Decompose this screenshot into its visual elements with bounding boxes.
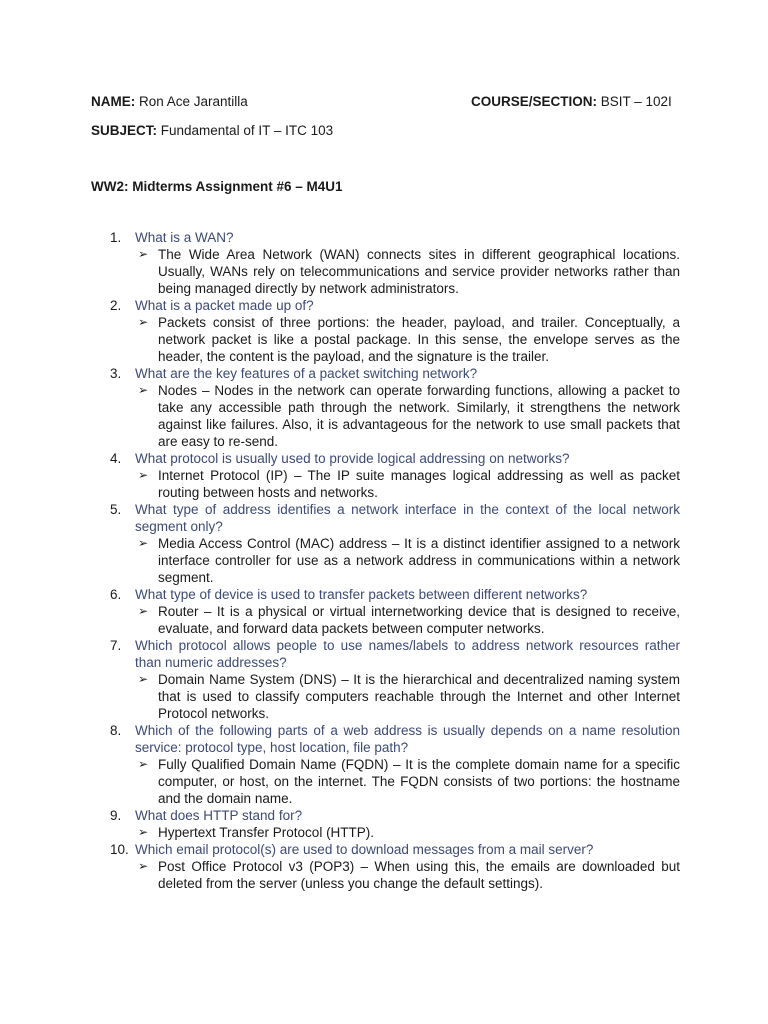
arrow-bullet-icon: ➢ [138, 315, 149, 329]
question-number: 9. [110, 808, 122, 823]
course-value: BSIT – 102I [597, 94, 672, 109]
question-number: 10. [110, 842, 129, 857]
arrow-bullet-icon: ➢ [138, 468, 149, 482]
question-number: 4. [110, 451, 122, 466]
question-number: 1. [110, 230, 122, 245]
arrow-bullet-icon: ➢ [138, 859, 149, 873]
answer-text: Hypertext Transfer Protocol (HTTP). [158, 825, 375, 840]
arrow-bullet-icon: ➢ [138, 247, 149, 261]
question-text: What are the key features of a packet switching network? [135, 366, 478, 381]
arrow-bullet-icon: ➢ [138, 825, 149, 839]
question-item [110, 637, 680, 722]
answer-text: Internet Protocol (IP) – The IP suite manages logical addressing as well as packet routing between hosts and networks. [158, 468, 680, 500]
arrow-bullet-icon: ➢ [138, 383, 149, 397]
name-value: Ron Ace Jarantilla [135, 94, 248, 109]
answer-text: Domain Name System (DNS) – It is the hierarchical and decentralized naming system that is used to classify computers reachable through the Internet and other Internet Protocol networks. [158, 672, 680, 721]
answer-text: Router – It is a physical or virtual internetworking device that is designed to receive, evaluate, and forward data packets between computer networks. [158, 604, 680, 636]
question-text: Which email protocol(s) are used to download messages from a mail server? [135, 842, 594, 857]
question-number: 7. [110, 638, 122, 653]
answer [135, 246, 680, 297]
arrow-bullet-icon: ➢ [138, 672, 149, 686]
course-label: COURSE/SECTION: [471, 94, 598, 109]
arrow-bullet-icon: ➢ [138, 536, 149, 550]
name-line [91, 93, 248, 110]
question-number: 6. [110, 587, 122, 602]
subject-value: Fundamental of IT – ITC 103 [157, 123, 334, 138]
question-text: What type of address identifies a network interface in the context of the local network segment only? [135, 502, 680, 534]
answer [135, 603, 680, 637]
answer [135, 824, 680, 841]
answer-text: Fully Qualified Domain Name (FQDN) – It is the complete domain name for a specific computer, or host, on the internet. The FQDN consists of two portions: the hostname and the domain name. [158, 757, 680, 806]
answer-text: Nodes – Nodes in the network can operate forwarding functions, allowing a packet to take any accessible path through the network. Similarly, it strengthens the network against like failures. Also, it is advantageous for the network to use small packets that are easy to re-send. [158, 383, 680, 449]
answer [135, 671, 680, 722]
question-number: 2. [110, 298, 122, 313]
question-text: What type of device is used to transfer packets between different networks? [135, 587, 588, 602]
question-text: What is a WAN? [135, 230, 234, 245]
question-text: What does HTTP stand for? [135, 808, 303, 823]
answer [135, 314, 680, 365]
answer [135, 858, 680, 892]
answer-text: The Wide Area Network (WAN) connects sites in different geographical locations. Usually, WANs rely on telecommunications and service provider networks rather than being managed directly by network administrators. [158, 247, 680, 296]
name-label: NAME: [91, 94, 136, 109]
question-number: 8. [110, 723, 122, 738]
arrow-bullet-icon: ➢ [138, 604, 149, 618]
question-list [110, 229, 680, 892]
question-text: Which protocol allows people to use names/labels to address network resources rather than numeric addresses? [135, 638, 680, 670]
question-text: What is a packet made up of? [135, 298, 314, 313]
question-text: Which of the following parts of a web address is usually depends on a name resolution service: protocol type, host location, file path? [135, 723, 680, 755]
answer [135, 535, 680, 586]
answer [135, 756, 680, 807]
question-item [110, 229, 680, 297]
question-item [110, 807, 680, 841]
answer-text: Post Office Protocol v3 (POP3) – When using this, the emails are downloaded but deleted from the server (unless you change the default settings). [158, 859, 680, 891]
course-section-line [471, 93, 672, 110]
question-item [110, 365, 680, 450]
question-item [110, 297, 680, 365]
assignment-title: WW2: Midterms Assignment #6 – M4U1 [91, 179, 343, 194]
answer [135, 382, 680, 450]
question-item [110, 722, 680, 807]
question-item [110, 841, 680, 892]
question-text: What protocol is usually used to provide logical addressing on networks? [135, 451, 570, 466]
subject-line [91, 122, 333, 139]
question-item [110, 450, 680, 501]
question-number: 3. [110, 366, 122, 381]
answer-text: Media Access Control (MAC) address – It is a distinct identifier assigned to a network interface controller for use as a network address in communications within a network segment. [158, 536, 680, 585]
arrow-bullet-icon: ➢ [138, 757, 149, 771]
question-item [110, 586, 680, 637]
subject-label: SUBJECT: [91, 123, 158, 138]
answer-text: Packets consist of three portions: the header, payload, and trailer. Conceptually, a network packet is like a postal package. In this sense, the envelope serves as the header, the content is the payload, and the signature is the trailer. [158, 315, 680, 364]
question-item [110, 501, 680, 586]
answer [135, 467, 680, 501]
question-number: 5. [110, 502, 122, 517]
